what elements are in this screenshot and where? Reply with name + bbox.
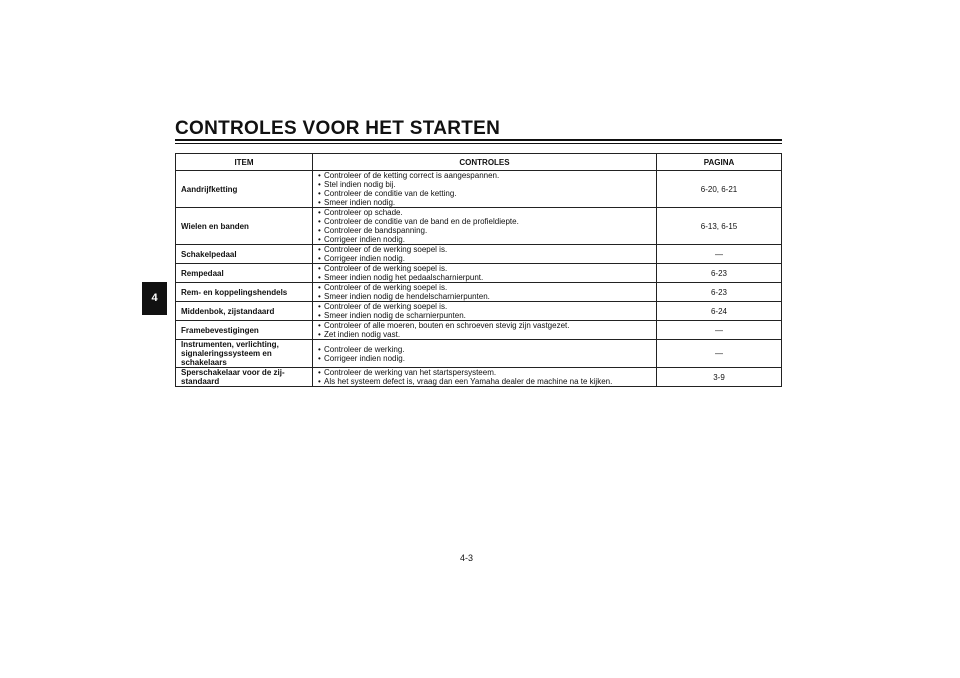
checks-cell <box>313 208 657 245</box>
check-text: Controleer op schade. <box>324 208 403 217</box>
bullet-icon: • <box>318 264 321 273</box>
bullet-icon: • <box>318 353 321 363</box>
check-item <box>318 377 651 386</box>
check-text: Smeer indien nodig. <box>324 198 396 207</box>
check-text: Corrigeer indien nodig. <box>324 235 405 244</box>
check-item <box>318 283 651 292</box>
check-item <box>318 254 651 263</box>
check-item <box>318 189 651 198</box>
check-text: Controleer of de werking soepel is. <box>324 283 448 292</box>
page-number: 4-3 <box>460 553 474 563</box>
checks-table <box>175 153 782 387</box>
bullet-icon: • <box>318 171 321 180</box>
page-reference: 6-13, 6-15 <box>657 208 782 245</box>
check-item <box>318 273 651 282</box>
table-row <box>176 264 782 283</box>
check-item <box>318 292 651 301</box>
bullet-icon: • <box>318 245 321 254</box>
check-text: Controleer de conditie van de ketting. <box>324 189 457 198</box>
check-text: Controleer de conditie van de band en de profieldiepte. <box>324 217 519 226</box>
check-item <box>318 245 651 254</box>
check-item <box>318 235 651 244</box>
bullet-icon: • <box>318 377 321 386</box>
check-text: Corrigeer indien nodig. <box>324 353 405 363</box>
checks-cell <box>313 368 657 387</box>
check-text: Zet indien nodig vast. <box>324 330 401 339</box>
item-name: Rem- en koppelingshendels <box>176 283 313 302</box>
check-text: Smeer indien nodig de scharnierpunten. <box>324 311 466 320</box>
check-text: Controleer de werking van het startspersysteem. <box>324 368 497 377</box>
chapter-tab: 4 <box>142 282 167 315</box>
check-item <box>318 321 651 330</box>
table-header-row <box>176 154 782 171</box>
table-row <box>176 208 782 245</box>
bullet-icon: • <box>318 368 321 377</box>
page-reference: 6-20, 6-21 <box>657 171 782 208</box>
checks-cell <box>313 283 657 302</box>
bullet-icon: • <box>318 330 321 339</box>
check-text: Controleer de werking. <box>324 344 405 354</box>
check-item <box>318 264 651 273</box>
bullet-icon: • <box>318 292 321 301</box>
check-text: Controleer de bandspanning. <box>324 226 428 235</box>
check-text: Controleer of de ketting correct is aangespannen. <box>324 171 500 180</box>
check-text: Stel indien nodig bij. <box>324 180 396 189</box>
check-text: Controleer of de werking soepel is. <box>324 264 448 273</box>
page-reference: 6-23 <box>657 264 782 283</box>
table-row <box>176 171 782 208</box>
bullet-icon: • <box>318 254 321 263</box>
check-text: Corrigeer indien nodig. <box>324 254 405 263</box>
page-reference: — <box>657 340 782 368</box>
page-reference: 3-9 <box>657 368 782 387</box>
bullet-icon: • <box>318 198 321 207</box>
bullet-icon: • <box>318 180 321 189</box>
checks-cell <box>313 264 657 283</box>
table-row <box>176 283 782 302</box>
check-item <box>318 217 651 226</box>
check-text: Smeer indien nodig de hendelscharnierpunten. <box>324 292 490 301</box>
item-name: Aandrijfketting <box>176 171 313 208</box>
check-item <box>318 368 651 377</box>
check-item <box>318 311 651 320</box>
item-name: Rempedaal <box>176 264 313 283</box>
bullet-icon: • <box>318 344 321 354</box>
column-header-checks: CONTROLES <box>313 154 657 171</box>
check-item <box>318 330 651 339</box>
table-row <box>176 321 782 340</box>
bullet-icon: • <box>318 283 321 292</box>
bullet-icon: • <box>318 273 321 282</box>
page-reference: — <box>657 321 782 340</box>
check-item <box>318 354 651 363</box>
check-item <box>318 345 651 354</box>
item-name: Schakelpedaal <box>176 245 313 264</box>
page-reference: 6-24 <box>657 302 782 321</box>
bullet-icon: • <box>318 321 321 330</box>
checks-cell <box>313 302 657 321</box>
check-text: Controleer of de werking soepel is. <box>324 245 448 254</box>
item-name: Sperschakelaar voor de zij-standaard <box>176 368 313 387</box>
check-item <box>318 171 651 180</box>
page-title: CONTROLES VOOR HET STARTEN <box>175 118 501 139</box>
bullet-icon: • <box>318 226 321 235</box>
check-item <box>318 180 651 189</box>
page-reference: 6-23 <box>657 283 782 302</box>
bullet-icon: • <box>318 208 321 217</box>
title-rule <box>175 139 782 141</box>
checks-cell <box>313 321 657 340</box>
checks-cell <box>313 340 657 368</box>
check-item <box>318 226 651 235</box>
bullet-icon: • <box>318 189 321 198</box>
item-name: Middenbok, zijstandaard <box>176 302 313 321</box>
check-text: Controleer of alle moeren, bouten en schroeven stevig zijn vastgezet. <box>324 321 570 330</box>
column-header-item: ITEM <box>176 154 313 171</box>
bullet-icon: • <box>318 235 321 244</box>
item-name: Framebevestigingen <box>176 321 313 340</box>
check-text: Controleer of de werking soepel is. <box>324 302 448 311</box>
table-row <box>176 302 782 321</box>
table-row <box>176 340 782 368</box>
bullet-icon: • <box>318 302 321 311</box>
check-item <box>318 302 651 311</box>
check-text: Als het systeem defect is, vraag dan een Yamaha dealer de machine na te kijken. <box>324 377 613 386</box>
table-body <box>176 171 782 387</box>
title-rule-thin <box>175 143 782 144</box>
item-name: Wielen en banden <box>176 208 313 245</box>
bullet-icon: • <box>318 217 321 226</box>
table-row <box>176 368 782 387</box>
checks-cell <box>313 245 657 264</box>
item-name: Instrumenten, verlichting, signaleringssysteem en schakelaars <box>176 340 313 368</box>
page-reference: — <box>657 245 782 264</box>
check-item <box>318 198 651 207</box>
bullet-icon: • <box>318 311 321 320</box>
check-text: Smeer indien nodig het pedaalscharnierpunt. <box>324 273 484 282</box>
table-row <box>176 245 782 264</box>
checks-cell <box>313 171 657 208</box>
column-header-page: PAGINA <box>657 154 782 171</box>
check-item <box>318 208 651 217</box>
